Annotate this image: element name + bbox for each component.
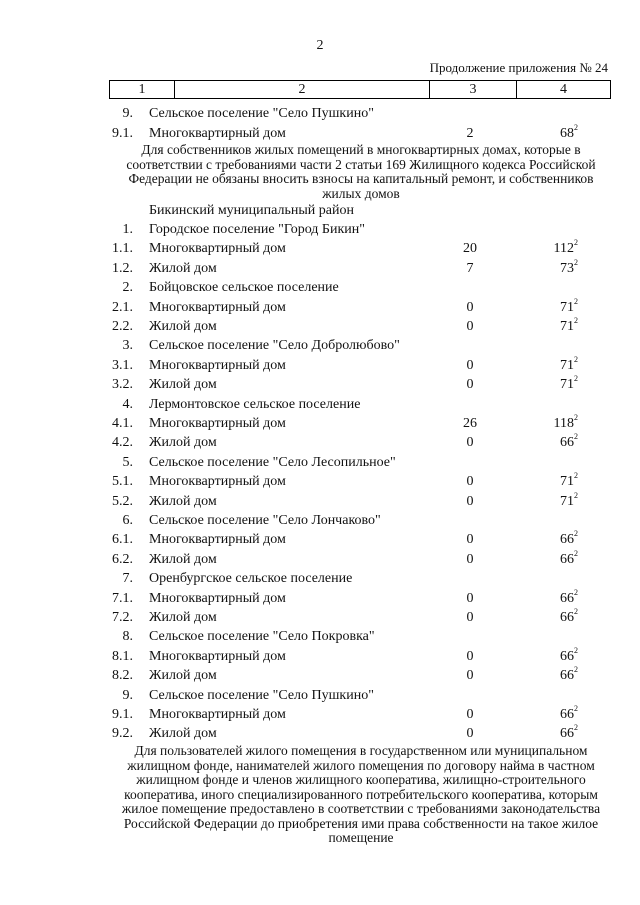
column-header-table (109, 80, 611, 99)
row-name: Жилой дом (149, 260, 217, 276)
row-number: 5.1. (112, 474, 133, 490)
row-value-number: 71 (560, 474, 574, 490)
row-value (560, 374, 578, 393)
table-row (0, 432, 640, 454)
row-value-number: 112 (553, 241, 574, 257)
row-value-number: 66 (560, 668, 574, 684)
table-row (0, 529, 640, 551)
table-row (0, 665, 640, 687)
paragraph-users: Для пользователей жилого помещения в государственном или муниципальном жилищном фонде, нанимателей жилого помещения по договору найма в частном жилищном фонде и членов жилищного кооператива, жилищно-строительного кооператива, иного специализированного потребительского кооператива, которым жилое помещение предоставлено в соответствии с требованиями законодательства Российской Федерации до приобретения ими права собственности на такое жилое помещение (121, 743, 601, 845)
row-value-superscript: 2 (574, 471, 578, 481)
row-number: 8. (122, 629, 133, 645)
table-row (0, 106, 640, 125)
row-value-superscript: 2 (574, 354, 578, 364)
row-value (560, 296, 578, 316)
row-value-superscript: 2 (574, 374, 578, 384)
row-name: Многоквартирный дом (149, 241, 286, 257)
row-count: 0 (466, 474, 474, 490)
table-row (0, 238, 640, 260)
row-value-superscript: 2 (574, 257, 578, 267)
row-count: 0 (466, 551, 474, 567)
row-value-number: 68 (560, 125, 574, 141)
column-header-2: 2 (175, 81, 430, 99)
row-name: Жилой дом (149, 551, 217, 567)
row-number: 3.2. (112, 377, 133, 393)
row-name: Жилой дом (149, 435, 217, 451)
row-count: 2 (466, 125, 474, 141)
row-value (560, 587, 578, 607)
row-name: Многоквартирный дом (149, 299, 286, 315)
row-number: 8.2. (112, 668, 133, 684)
row-value (560, 548, 578, 568)
row-number: 3.1. (112, 357, 133, 373)
row-number: 1.1. (112, 241, 133, 257)
row-value (560, 723, 578, 742)
row-value (560, 122, 578, 142)
row-number: 6.2. (112, 551, 133, 567)
row-count: 20 (463, 241, 477, 257)
page-number: 2 (316, 38, 324, 53)
row-value (553, 413, 578, 432)
row-value-number: 66 (560, 551, 574, 567)
row-name: Жилой дом (149, 668, 217, 684)
table-row (0, 704, 640, 726)
row-count: 0 (466, 299, 474, 315)
row-name: Сельское поселение "Село Добролюбово" (149, 338, 400, 354)
column-header-1: 1 (110, 81, 175, 99)
row-number: 2. (122, 280, 133, 296)
row-name: Жилой дом (149, 319, 217, 334)
row-value-number: 66 (560, 610, 574, 625)
row-number: 9. (122, 106, 133, 121)
row-name: Многоквартирный дом (149, 474, 286, 490)
row-value-number: 118 (553, 416, 574, 431)
row-name: Многоквартирный дом (149, 590, 286, 606)
row-value-number: 71 (560, 357, 574, 373)
table-row (0, 222, 640, 241)
row-number: 2.1. (112, 299, 133, 315)
district-title: Бикинский муниципальный район (149, 203, 354, 218)
row-name: Многоквартирный дом (149, 416, 286, 431)
continuation-note: Продолжение приложения № 24 (429, 60, 608, 75)
row-value-superscript: 2 (574, 529, 578, 539)
row-value (560, 607, 578, 626)
row-count: 0 (466, 610, 474, 625)
table-row (0, 607, 640, 629)
row-value (560, 316, 578, 335)
row-count: 0 (466, 532, 474, 548)
row-name: Жилой дом (149, 610, 217, 625)
row-number: 2.2. (112, 319, 133, 334)
row-value (560, 704, 578, 723)
row-count: 0 (466, 707, 474, 722)
row-value-number: 71 (560, 493, 574, 509)
table-row (0, 280, 640, 299)
row-name: Многоквартирный дом (149, 125, 286, 141)
row-value-superscript: 2 (574, 645, 578, 655)
row-value-number: 73 (560, 260, 574, 276)
row-value-superscript: 2 (574, 704, 578, 713)
row-count: 0 (466, 648, 474, 664)
row-count: 0 (466, 435, 474, 451)
table-row (0, 587, 640, 610)
row-number: 6. (122, 513, 133, 528)
table-row (0, 513, 640, 532)
row-value-superscript: 2 (574, 413, 578, 422)
row-count: 0 (466, 668, 474, 684)
row-name: Сельское поселение "Село Лончаково" (149, 513, 381, 528)
row-value (553, 238, 578, 257)
table-row (0, 413, 640, 435)
row-name: Сельское поселение "Село Лесопильное" (149, 454, 396, 470)
row-name: Оренбургское сельское поселение (149, 571, 353, 587)
paragraph-owners: Для собственников жилых помещений в многоквартирных домах, которые в соответствии с требованиями части 2 статьи 169 Жилищного кодекса Российской Федерации не обязаны вносить взносы на капитальный ремонт, и собственников жилых домов (126, 142, 596, 201)
row-number: 9.1. (112, 707, 133, 722)
row-count: 0 (466, 319, 474, 334)
row-name: Жилой дом (149, 493, 217, 509)
row-name: Многоквартирный дом (149, 707, 286, 722)
row-value (560, 490, 578, 510)
row-name: Жилой дом (149, 726, 217, 742)
row-value-number: 66 (560, 590, 574, 606)
row-value-superscript: 2 (574, 432, 578, 442)
row-count: 0 (466, 726, 474, 742)
row-number: 9.1. (112, 125, 133, 141)
row-value-superscript: 2 (574, 665, 578, 675)
row-number: 9. (122, 687, 133, 703)
row-value-number: 66 (560, 648, 574, 664)
table-row (0, 374, 640, 396)
row-value (560, 432, 578, 451)
row-value (560, 354, 578, 374)
row-count: 0 (466, 590, 474, 606)
row-value (560, 665, 578, 684)
table-row (0, 257, 640, 280)
row-value-superscript: 2 (574, 587, 578, 597)
row-value-number: 66 (560, 532, 574, 548)
table-row (0, 296, 640, 319)
row-value-superscript: 2 (574, 548, 578, 558)
row-value-number: 71 (560, 319, 574, 334)
row-number: 7.2. (112, 610, 133, 625)
row-name: Сельское поселение "Село Пушкино" (149, 106, 374, 121)
row-name: Многоквартирный дом (149, 532, 286, 548)
row-name: Многоквартирный дом (149, 357, 286, 373)
row-count: 7 (466, 260, 474, 276)
table-row (0, 471, 640, 493)
row-count: 0 (466, 493, 474, 509)
column-header-3: 3 (430, 81, 517, 99)
row-name: Жилой дом (149, 377, 217, 393)
row-value-number: 71 (560, 299, 574, 315)
row-value-number: 71 (560, 377, 574, 393)
table-row (0, 571, 640, 590)
row-number: 4. (122, 396, 133, 412)
row-count: 26 (463, 416, 477, 431)
table-row (0, 338, 640, 357)
row-number: 7.1. (112, 590, 133, 606)
row-number: 8.1. (112, 648, 133, 664)
column-header-4: 4 (517, 81, 611, 99)
row-number: 1.2. (112, 260, 133, 276)
table-row (0, 455, 640, 474)
row-value-superscript: 2 (574, 723, 578, 733)
table-row (0, 354, 640, 377)
row-name: Лермонтовское сельское поселение (149, 396, 361, 412)
table-row (0, 645, 640, 668)
table-row (0, 548, 640, 571)
row-value-superscript: 2 (574, 238, 578, 248)
row-number: 3. (122, 338, 133, 354)
row-number: 6.1. (112, 532, 133, 548)
row-value-superscript: 2 (574, 122, 578, 132)
row-value (560, 257, 578, 277)
table-row (0, 316, 640, 338)
row-number: 7. (122, 571, 133, 587)
row-name: Многоквартирный дом (149, 648, 286, 664)
row-number: 1. (122, 222, 133, 237)
row-number: 5. (122, 454, 133, 470)
row-name: Сельское поселение "Село Покровка" (149, 629, 375, 645)
row-value (560, 471, 578, 490)
table-row (0, 490, 640, 513)
row-value-number: 66 (560, 726, 574, 742)
row-number: 4.1. (112, 416, 133, 431)
row-number: 9.2. (112, 726, 133, 742)
table-row (0, 397, 640, 416)
row-number: 5.2. (112, 493, 133, 509)
row-value (560, 645, 578, 665)
table-row (0, 688, 640, 707)
row-value-number: 66 (560, 707, 574, 722)
row-value (560, 529, 578, 548)
row-number: 4.2. (112, 435, 133, 451)
row-name: Городское поселение "Город Бикин" (149, 222, 365, 237)
row-count: 0 (466, 377, 474, 393)
row-value-superscript: 2 (574, 490, 578, 500)
row-name: Бойцовское сельское поселение (149, 280, 339, 296)
row-value-superscript: 2 (574, 296, 578, 306)
row-value-superscript: 2 (574, 316, 578, 325)
row-value-number: 66 (560, 435, 574, 451)
table-row (0, 629, 640, 648)
row-name: Сельское поселение "Село Пушкино" (149, 687, 374, 703)
row-value-superscript: 2 (574, 607, 578, 616)
row-count: 0 (466, 357, 474, 373)
